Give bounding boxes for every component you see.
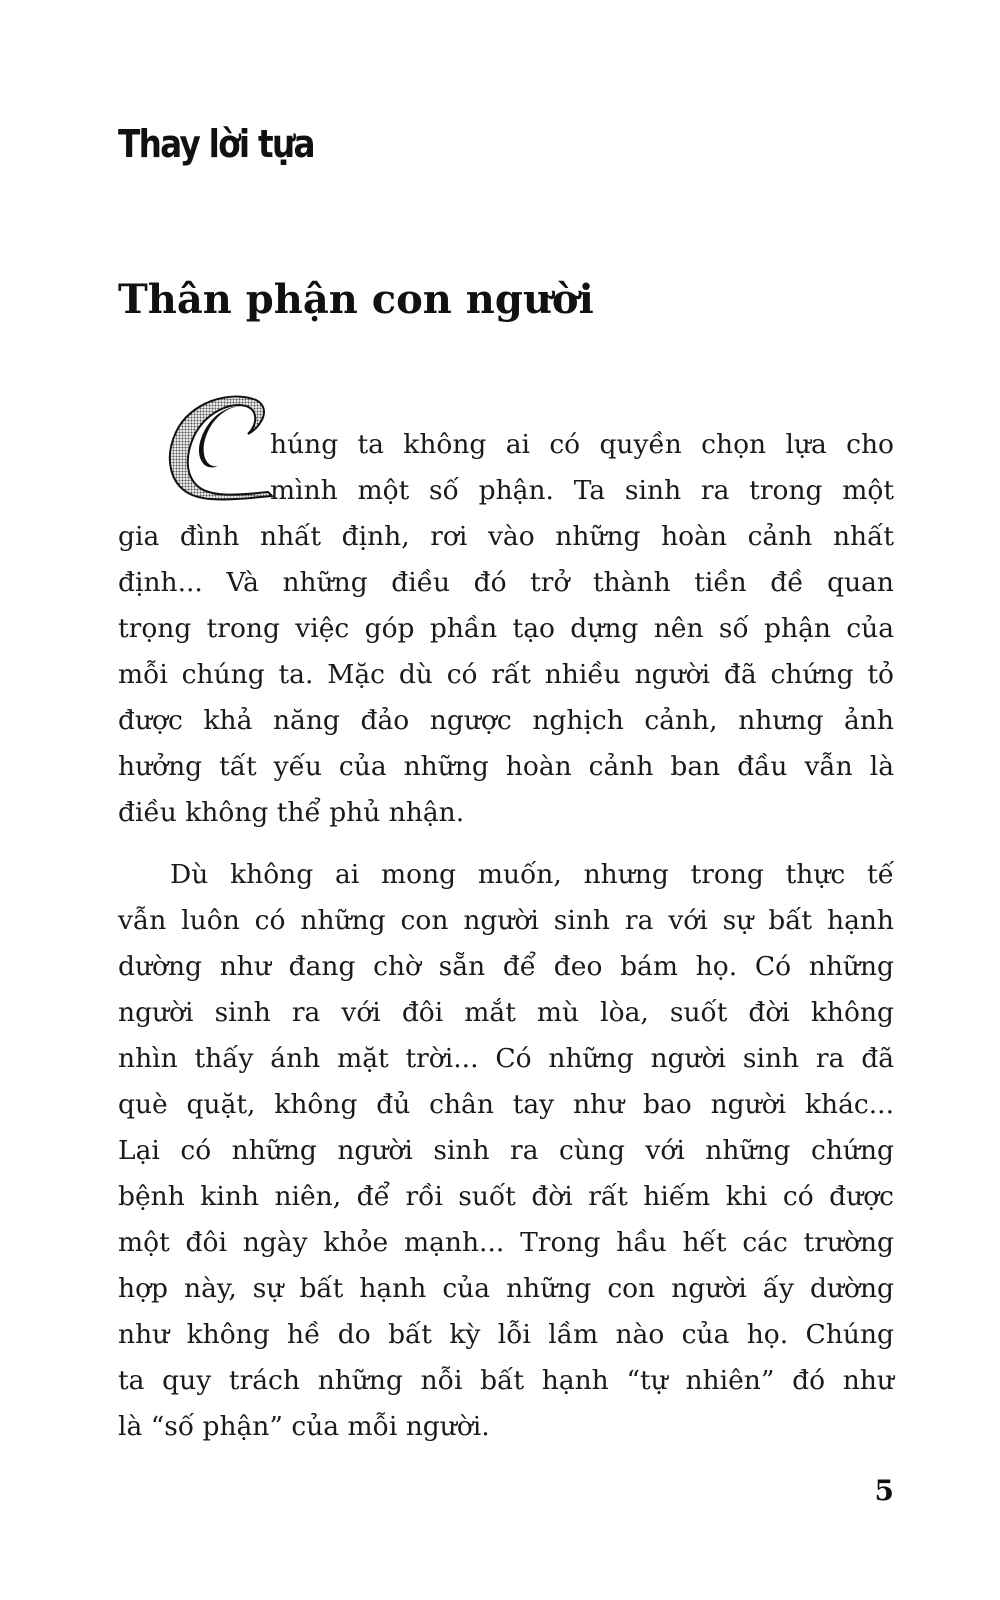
text-line: được khả năng đảo ngược nghịch cảnh, nhưng ảnh — [118, 705, 894, 736]
text-line: định... Và những điều đó trở thành tiền đề quan — [118, 567, 894, 598]
text-line: trọng trong việc góp phần tạo dựng nên số phận của — [118, 613, 894, 644]
text-line: hưởng tất yếu của những hoàn cảnh ban đầu vẫn là — [118, 751, 894, 782]
text-line: mình một số phận. Ta sinh ra trong một — [270, 475, 894, 506]
page-number: 5 — [874, 1474, 894, 1507]
text-line: húng ta không ai có quyền chọn lựa cho — [270, 429, 894, 460]
text-line: què quặt, không đủ chân tay như bao người khác... — [118, 1089, 894, 1120]
text-line: ta quy trách những nỗi bất hạnh “tự nhiên” đó như — [118, 1365, 894, 1396]
text-line: điều không thể phủ nhận. — [118, 797, 465, 828]
text-line: Dù không ai mong muốn, nhưng trong thực tế — [170, 859, 894, 890]
text-line: bệnh kinh niên, để rồi suốt đời rất hiếm khi có được — [118, 1181, 894, 1212]
text-line: vẫn luôn có những con người sinh ra với sự bất hạnh — [118, 905, 894, 936]
drop-cap — [160, 392, 278, 508]
text-line: là “số phận” của mỗi người. — [118, 1411, 490, 1442]
text-line: mỗi chúng ta. Mặc dù có rất nhiều người đã chứng tỏ — [118, 659, 894, 690]
text-line: gia đình nhất định, rơi vào những hoàn cảnh nhất — [118, 521, 894, 552]
drop-cap-letter-c — [160, 392, 278, 508]
text-line: nhìn thấy ánh mặt trời... Có những người sinh ra đã — [118, 1043, 894, 1074]
text-line: hợp này, sự bất hạnh của những con người ấy dường — [118, 1273, 894, 1304]
text-line: dường như đang chờ sẵn để đeo bám họ. Có những — [118, 951, 894, 982]
paragraph-1-opening — [270, 422, 894, 514]
section-label: Thay lời tựa — [118, 122, 314, 166]
chapter-title: Thân phận con người — [118, 276, 594, 323]
text-line: như không hề do bất kỳ lỗi lầm nào của họ. Chúng — [118, 1319, 894, 1350]
text-line: Lại có những người sinh ra cùng với những chứng — [118, 1135, 894, 1166]
paragraph-2 — [118, 852, 894, 1450]
paragraph-1-body — [118, 514, 894, 836]
text-line: một đôi ngày khỏe mạnh... Trong hầu hết các trường — [118, 1227, 894, 1258]
text-line: người sinh ra với đôi mắt mù lòa, suốt đời không — [118, 997, 894, 1028]
